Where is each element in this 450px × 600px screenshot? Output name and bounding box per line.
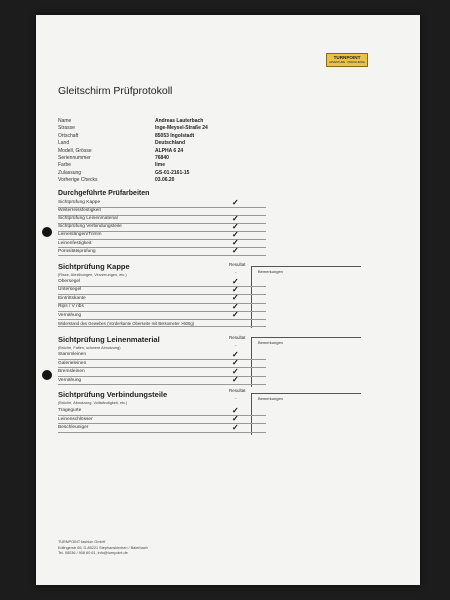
info-label: Land bbox=[58, 140, 70, 147]
info-label: Name bbox=[58, 118, 72, 124]
kappe-bemerkungen-label: Bemerkungen bbox=[258, 269, 283, 274]
info-label: Modell, Grösse bbox=[58, 147, 92, 154]
list-item-label: Leinenfestigkeit bbox=[58, 241, 266, 249]
punch-hole-bottom bbox=[42, 370, 52, 380]
info-label: Ortschaft bbox=[58, 132, 79, 139]
info-label: Seriennummer bbox=[58, 155, 91, 161]
info-row bbox=[58, 125, 208, 131]
checkmark-icon: ✓ bbox=[232, 293, 239, 303]
leinen-note: (Brüche, Falten, schwere Abnutzung) bbox=[58, 346, 121, 350]
section-kappe-title: Sichtprüfung Kappe bbox=[58, 262, 130, 271]
checkmark-icon: ✓ bbox=[232, 414, 239, 424]
section-durchgefuehrt-title: Durchgeführte Prüfarbeiten bbox=[58, 190, 150, 197]
checkmark-icon: ✓ bbox=[232, 366, 239, 376]
checkmark-icon: ✓ bbox=[232, 349, 239, 359]
checkmark-icon: ✓ bbox=[232, 422, 239, 432]
info-label: Vorherige Checks bbox=[58, 177, 98, 184]
list-item-label: Beschleuniger bbox=[58, 425, 266, 433]
info-label: Zulassung bbox=[58, 169, 82, 176]
checkmark-icon: ✓ bbox=[232, 238, 239, 247]
info-row bbox=[58, 148, 183, 154]
info-row bbox=[58, 162, 165, 168]
list-item-label: Weiterreissfestigkeit bbox=[58, 208, 266, 216]
checkmark-icon: ✓ bbox=[232, 221, 239, 231]
info-value: 76840 bbox=[155, 155, 169, 161]
leinen-dash: - bbox=[235, 343, 237, 348]
verbindung-bem-line bbox=[251, 393, 361, 394]
list-item-label: Sichtprüfung Verbindungsteile bbox=[58, 224, 266, 232]
section-verbindung-title: Sichtprüfung Verbindungsteile bbox=[58, 390, 168, 399]
list-item-label: Vernähung bbox=[58, 378, 266, 386]
info-value: Deutschland bbox=[155, 140, 186, 147]
footer-line3: Tel. 08036 / 908 60 61, info@turnpoint.de bbox=[58, 551, 128, 555]
section-leinen-title: Sichtprüfung Leinenmaterial bbox=[58, 335, 160, 344]
checkmark-icon: ✓ bbox=[232, 197, 239, 207]
list-item-label: Galerieleinen bbox=[58, 361, 266, 369]
info-value: Andreas Lauterbach bbox=[155, 118, 204, 124]
list-item-label: Sichtprüfung Kappe bbox=[58, 200, 266, 208]
list-item-label: Stammleinen bbox=[58, 352, 266, 360]
info-value: lime bbox=[155, 162, 166, 169]
list-item-label: Bremsleinen bbox=[58, 369, 266, 377]
leinen-bem-line bbox=[251, 337, 361, 338]
list-item-label: Leinenschlösser bbox=[58, 417, 266, 425]
checkmark-icon: ✓ bbox=[232, 276, 239, 286]
info-value: 85053 Ingolstadt bbox=[155, 132, 195, 139]
info-row bbox=[58, 170, 189, 176]
checkmark-icon: ✓ bbox=[232, 310, 239, 320]
info-value: GS-01-2161-15 bbox=[155, 169, 190, 176]
list-item-label: Rips / V ribs bbox=[58, 304, 266, 312]
list-item-label: Leinenlängen/Trimm bbox=[58, 232, 266, 240]
verbindung-note: (Brüche, Abnutzung, Vollständigkeit, etc.) bbox=[58, 401, 128, 405]
list-item-label: Untersegel bbox=[58, 287, 266, 295]
footer-address bbox=[58, 540, 148, 557]
checkmark-icon: ✓ bbox=[232, 358, 239, 367]
checkmark-icon: ✓ bbox=[232, 213, 239, 223]
protocol-sheet bbox=[36, 15, 420, 585]
verbindung-dash: - bbox=[235, 396, 237, 401]
page-title: Gleitschirm Prüfprotokoll bbox=[58, 85, 173, 97]
kappe-dash: - bbox=[235, 270, 237, 275]
verbindung-resultat-label: Resultat bbox=[229, 388, 246, 393]
footer-line2: Edlingerstr 65, D-85221 Stephanskirchen / Baierbach bbox=[58, 545, 148, 550]
list-item-label: Obersegel bbox=[58, 279, 266, 287]
kappe-note: (Risse, Abreibungen, Verzerrungen, etc.) bbox=[58, 273, 127, 277]
logo-brand: TURNPOINT bbox=[333, 55, 361, 60]
checkmark-icon: ✓ bbox=[232, 284, 239, 294]
info-label: Farbe bbox=[58, 162, 72, 169]
info-value: 03.06.20 bbox=[155, 177, 175, 184]
checkmark-icon: ✓ bbox=[232, 405, 239, 415]
kappe-bem-line bbox=[251, 266, 361, 267]
list-item-label: Tragegurte bbox=[58, 408, 266, 416]
info-label: Strasse bbox=[58, 125, 75, 132]
verbindung-bemerkungen-label: Bemerkungen bbox=[258, 396, 283, 401]
list-item-label: Eintrittskante bbox=[58, 296, 266, 304]
info-value: Inge-Meysel-Straße 24 bbox=[155, 125, 208, 132]
checkmark-icon: ✓ bbox=[232, 246, 239, 256]
info-row bbox=[58, 155, 169, 161]
kappe-resultat-label: Resultat bbox=[229, 262, 246, 267]
list-item-label: Sichtprüfung Leinenmaterial bbox=[58, 216, 266, 224]
kappe-widerstand: Widerstand des Gewebes (Vorderkante Oberseite mit Betsometer >600g) bbox=[58, 321, 266, 327]
checkmark-icon: ✓ bbox=[232, 375, 239, 384]
punch-hole-top bbox=[42, 227, 52, 237]
leinen-resultat-label: Resultat bbox=[229, 335, 246, 340]
list-item-label: Porositätsprüfung bbox=[58, 249, 266, 257]
info-value: ALPHA 6 24 bbox=[155, 147, 184, 154]
checkmark-icon: ✓ bbox=[232, 229, 239, 239]
logo-tagline: ADVENTURE · PARAGLIDING bbox=[329, 61, 365, 64]
leinen-bemerkungen-label: Bemerkungen bbox=[258, 340, 283, 345]
info-row bbox=[58, 118, 203, 124]
info-row bbox=[58, 177, 174, 183]
info-row bbox=[58, 140, 185, 146]
info-row bbox=[58, 133, 194, 139]
checkmark-icon: ✓ bbox=[232, 301, 239, 311]
list-item-label: Vernähung bbox=[58, 313, 266, 321]
turnpoint-logo bbox=[326, 53, 368, 67]
footer-line1: TURNPOINT fashion GmbH bbox=[58, 540, 106, 544]
